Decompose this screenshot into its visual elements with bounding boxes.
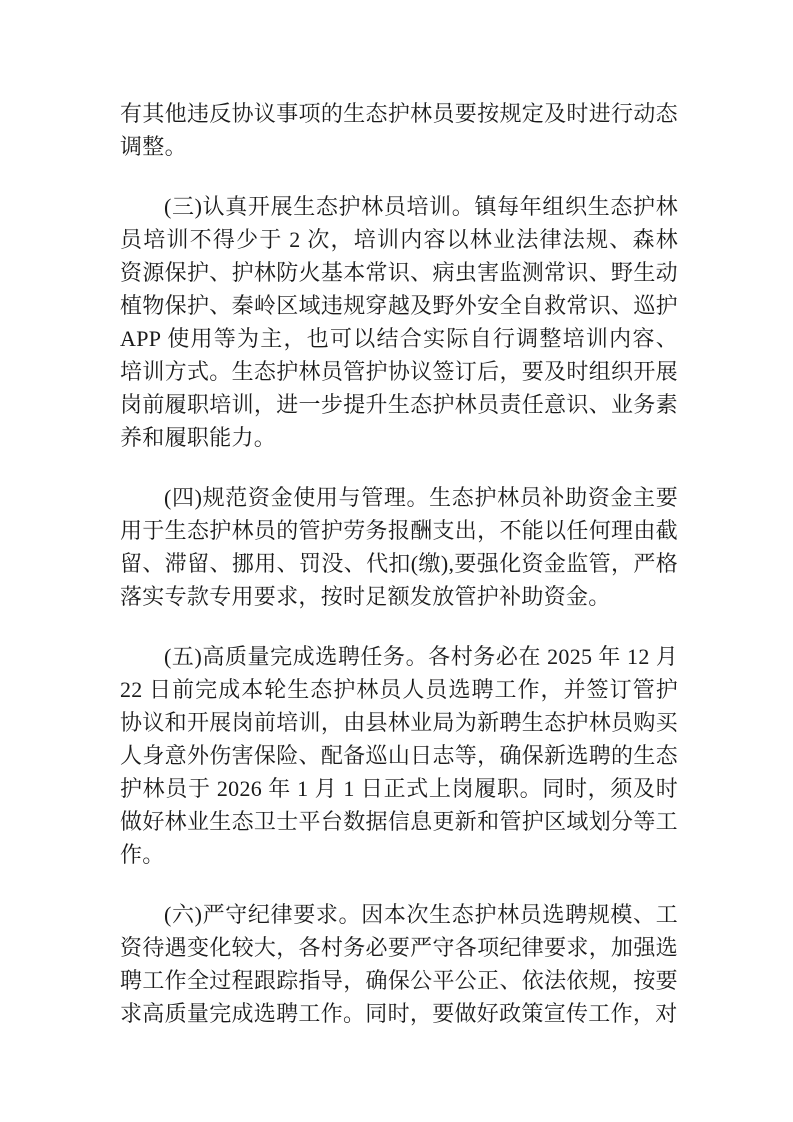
paragraph-continuation: 有其他违反协议事项的生态护林员要按规定及时进行动态调整。 (120, 101, 678, 159)
paragraph-item-6-discipline: (六)严守纪律要求。因本次生态护林员选聘规模、工资待遇变化较大，各村务必要严守各项纪律要求，加强选聘工作全过程跟踪指导，确保公平公正、依法依规，按要求高质量完成选聘工作。同时，要做好政策宣传工作，对 (120, 902, 678, 1026)
paragraph-item-4-funds: (四)规范资金使用与管理。生态护林员补助资金主要用于生态护林员的管护劳务报酬支出，不能以任何理由截留、滞留、挪用、罚没、代扣(缴),要强化资金监管，严格落实专款专用要求，按时足额发放管护补助资金。 (120, 485, 678, 609)
paragraph-item-3-training: (三)认真开展生态护林员培训。镇每年组织生态护林员培训不得少于 2 次，培训内容以林业法律法规、森林资源保护、护林防火基本常识、病虫害监测常识、野生动植物保护、秦岭区域违规穿越及野外安全自救常识、巡护 APP 使用等为主，也可以结合实际自行调整培训内容、培训方式。生态护林员管护协议签订后，要及时组织开展岗前履职培训，进一步提升生态护林员责任意识、业务素养和履职能力。 (120, 194, 678, 450)
paragraph-item-5-recruitment: (五)高质量完成选聘任务。各村务必在 2025 年 12 月 22 日前完成本轮生态护林员人员选聘工作，并签订管护协议和开展岗前培训，由县林业局为新聘生态护林员购买人身意外伤害保险、配备巡山日志等，确保新选聘的生态护林员于 2026 年 1 月 1 日正式上岗履职。同时，须及时做好林业生态卫士平台数据信息更新和管护区域划分等工作。 (120, 644, 678, 867)
document-body (120, 97, 678, 1030)
